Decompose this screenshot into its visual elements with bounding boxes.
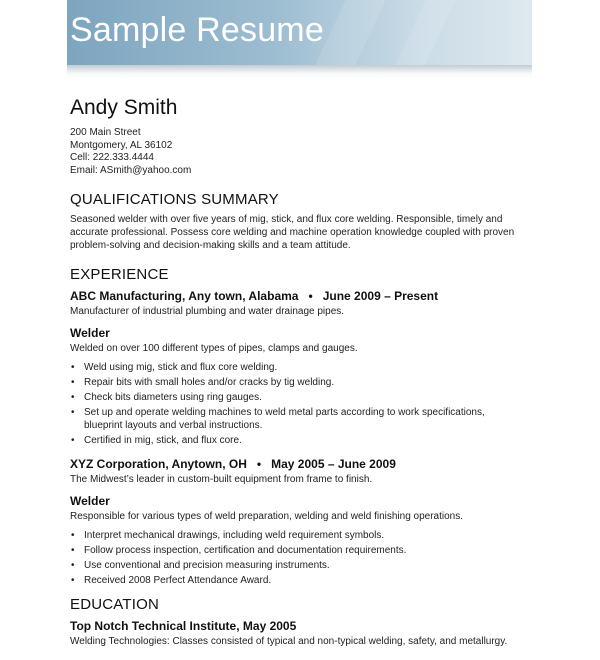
- job-employer-line: [70, 290, 540, 302]
- list-item: • Use conventional and precision measuring instruments.: [84, 559, 540, 572]
- job-employer: ABC Manufacturing, Any town, Alabama: [70, 289, 299, 303]
- job-dates: June 2009 – Present: [322, 289, 439, 303]
- summary-line: accurate professional. Possess core welding and machine operation knowledge coupled with proven: [70, 227, 515, 238]
- job-duties-list: [70, 361, 540, 447]
- contact-city: Montgomery, AL 36102: [70, 139, 173, 151]
- list-item-line: • Set up and operate welding machines to weld metal parts according to work specifications,: [84, 407, 485, 418]
- list-item-line: blueprint layouts and verbal instructions.: [84, 420, 263, 431]
- section-heading-education: EDUCATION: [70, 596, 160, 613]
- resume-body: [70, 97, 540, 648]
- banner-title: Sample Resume: [70, 11, 324, 49]
- list-item: [84, 406, 540, 432]
- summary-line: problem-solving and decision-making skills and a team attitude.: [70, 240, 351, 251]
- section-heading-qualifications: QUALIFICATIONS SUMMARY: [70, 191, 279, 208]
- job-role-summary: Responsible for various types of weld preparation, welding and weld finishing operations.: [70, 511, 464, 522]
- list-item: • Certified in mig, stick, and flux core.: [84, 434, 540, 447]
- contact-email: Email: ASmith@yahoo.com: [70, 164, 192, 176]
- job-employer-line: [70, 458, 540, 470]
- job-employer: XYZ Corporation, Anytown, OH: [70, 457, 247, 471]
- contact-cell: Cell: 222.333.4444: [70, 152, 154, 163]
- summary-line: Seasoned welder with over five years of mig, stick, and flux core welding. Responsible, timely and: [70, 214, 503, 225]
- resume-banner: [67, 0, 532, 65]
- banner-shadow: [67, 65, 532, 79]
- job-role-summary: Welded on over 100 different types of pipes, clamps and gauges.: [70, 343, 358, 354]
- list-item: • Interpret mechanical drawings, including weld requirement symbols.: [84, 529, 540, 542]
- list-item: • Repair bits with small holes and/or cracks by tig welding.: [84, 376, 540, 389]
- education-detail: Welding Technologies: Classes consisted of typical and non-typical welding, safety, and metallurgy.: [70, 636, 508, 647]
- list-item: • Received 2008 Perfect Attendance Award.: [84, 574, 540, 587]
- job-description: Manufacturer of industrial plumbing and water drainage pipes.: [70, 306, 345, 317]
- contact-address: 200 Main Street: [70, 127, 141, 138]
- education-school: Top Notch Technical Institute, May 2005: [70, 619, 297, 633]
- job-dates: May 2005 – June 2009: [271, 457, 396, 471]
- job-description: The Midwest’s leader in custom-built equipment from frame to finish.: [70, 474, 373, 485]
- contact-block: [70, 127, 540, 177]
- qualifications-summary: [70, 213, 540, 252]
- list-item: • Check bits diameters using ring gauges.: [84, 391, 540, 404]
- person-name: Andy Smith: [70, 96, 178, 119]
- list-item: • Follow process inspection, certification and documentation requirements.: [84, 544, 540, 557]
- job-role: Welder: [70, 326, 110, 340]
- job-duties-list: [70, 529, 540, 587]
- bullet-separator: •: [250, 457, 268, 471]
- job-role: Welder: [70, 494, 110, 508]
- section-heading-experience: EXPERIENCE: [70, 266, 169, 283]
- list-item: • Weld using mig, stick and flux core welding.: [84, 361, 540, 374]
- bullet-separator: •: [301, 289, 320, 303]
